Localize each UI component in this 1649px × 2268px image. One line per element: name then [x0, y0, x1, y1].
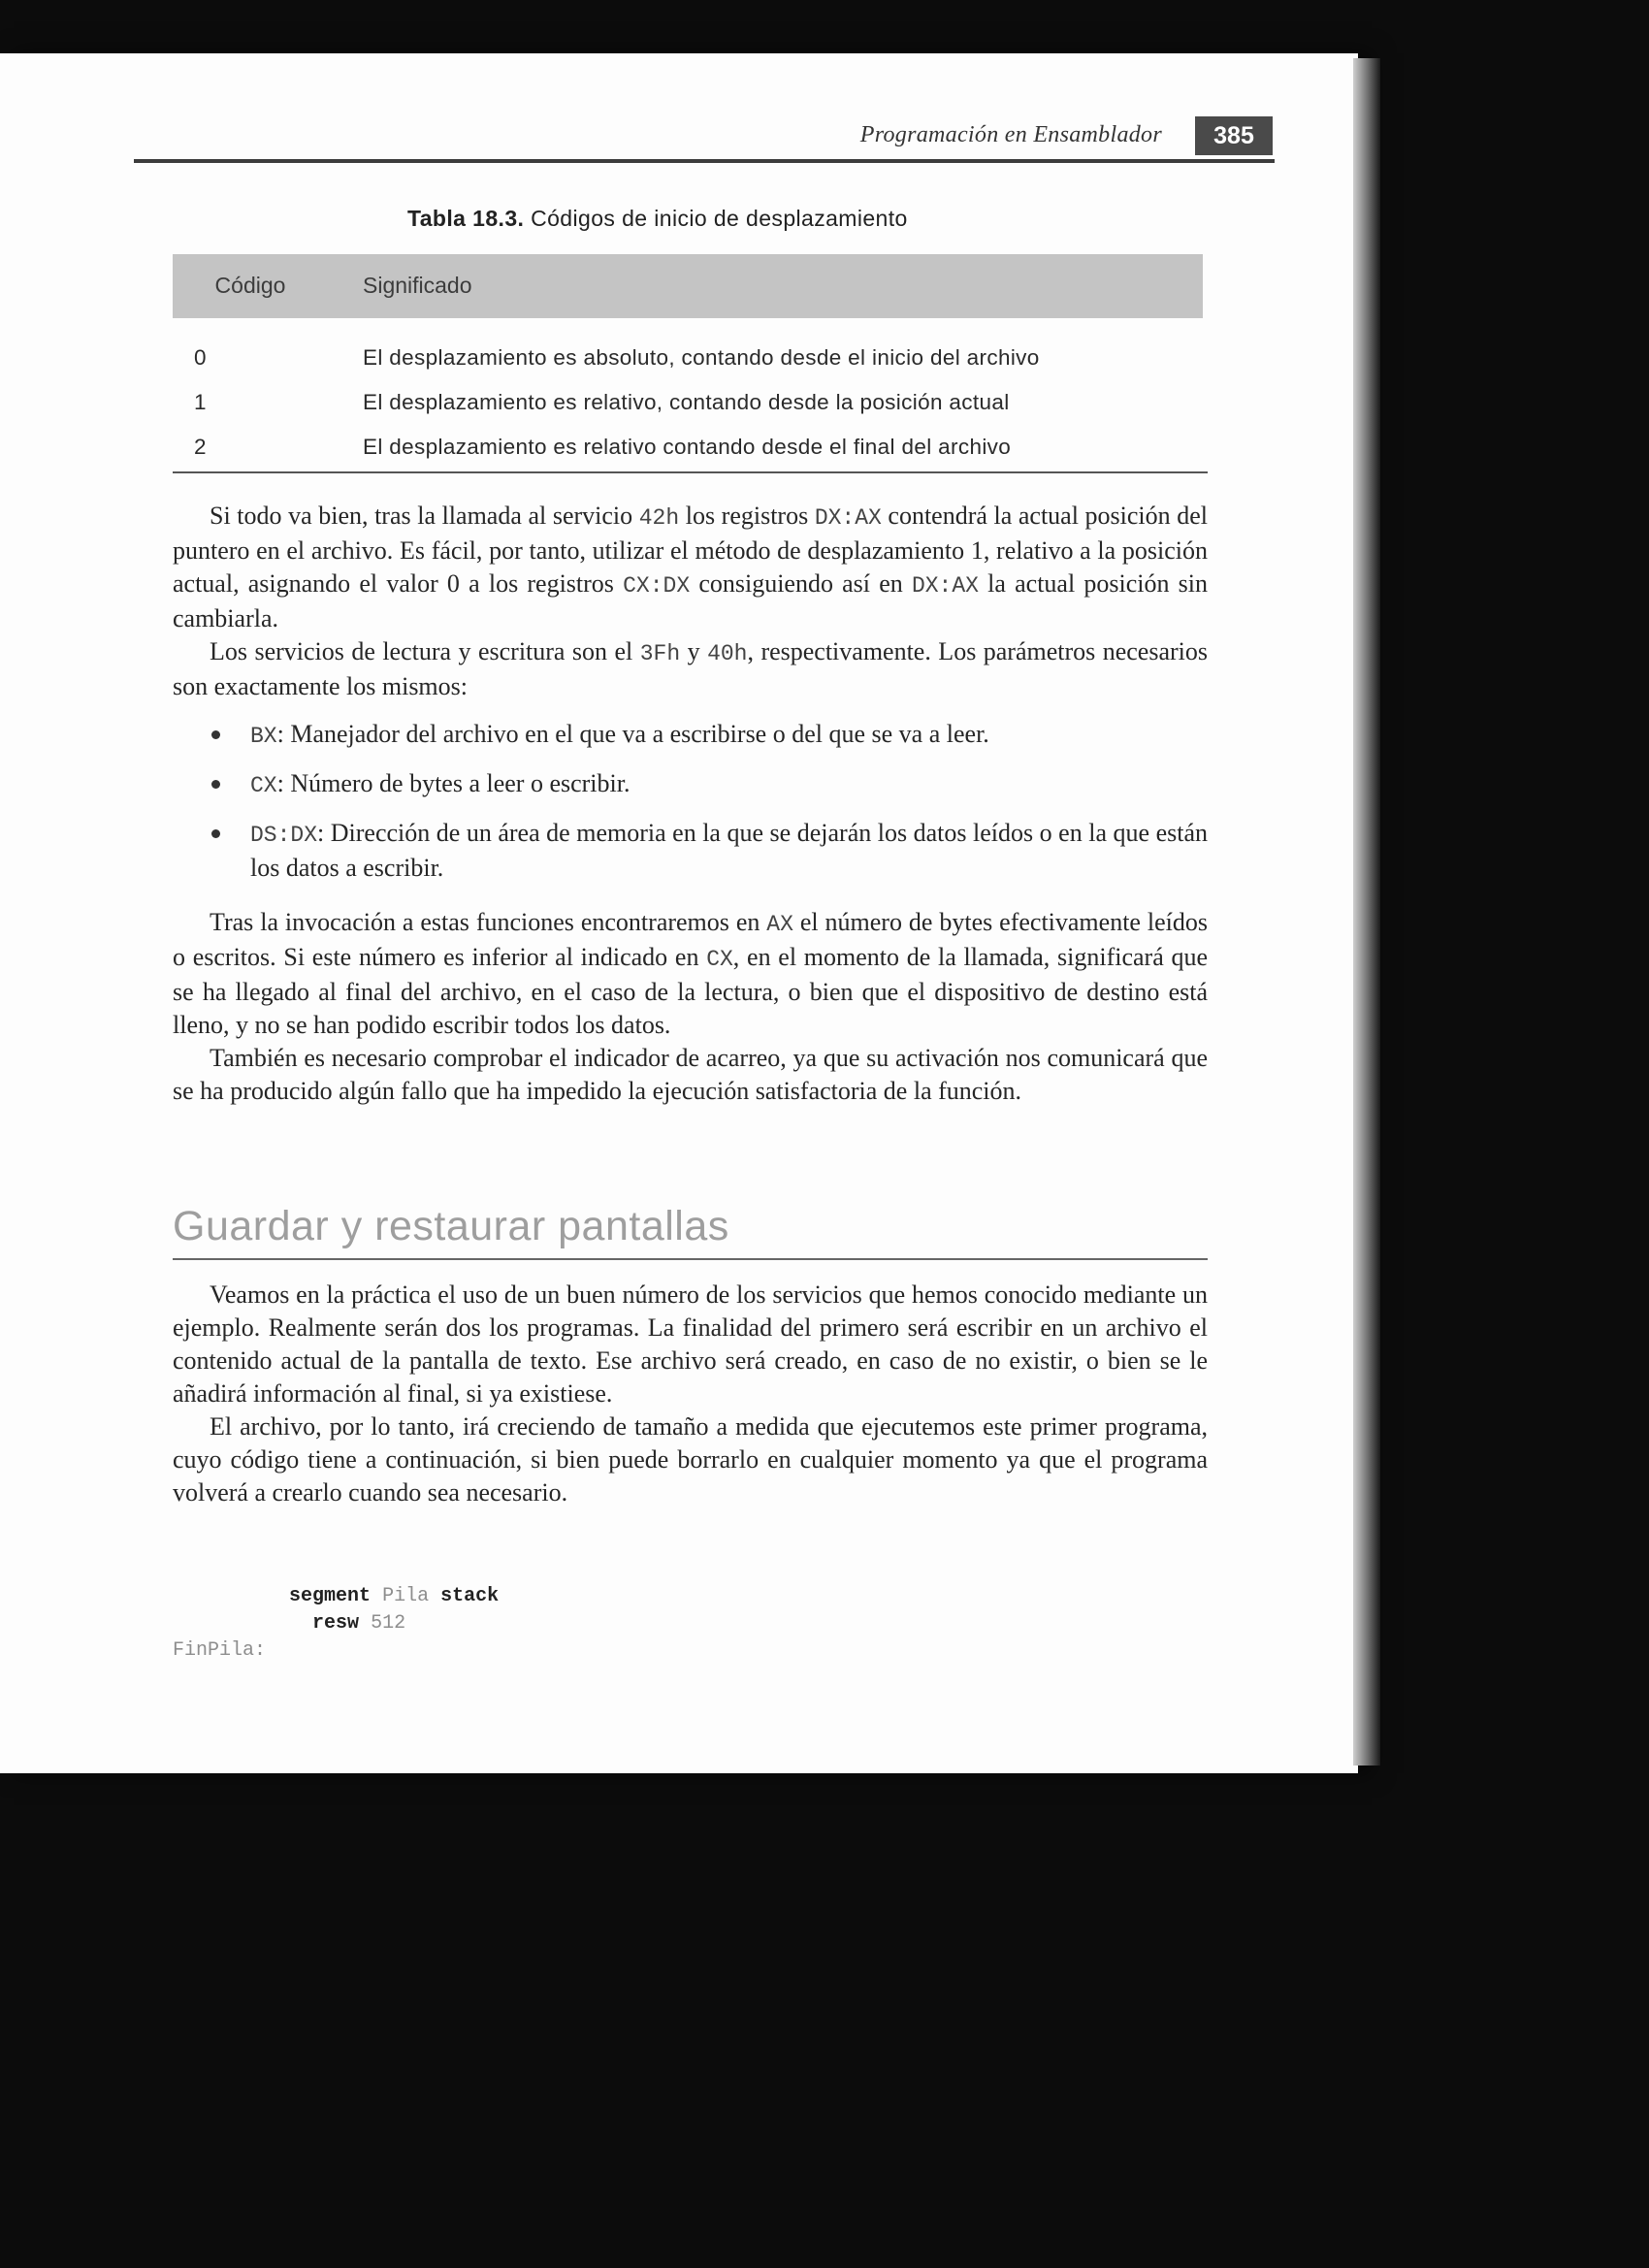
text-run: contendrá la actual posición del puntero en el archivo. Es fácil, por tanto, utilizar el método de desplazamiento 1, relativo a la posición actual, asignando el valor 0 a los registros — [173, 502, 1208, 598]
table-caption-text: Códigos de inicio de desplazamiento — [531, 206, 908, 231]
code-register-dxax: DX:AX — [814, 505, 882, 531]
register-name: DS:DX — [250, 823, 318, 848]
paragraph-position — [173, 500, 1208, 635]
row-code: 0 — [194, 345, 207, 370]
table-header — [173, 254, 1203, 318]
page-number: 385 — [1195, 116, 1273, 155]
column-header-meaning: Significado — [363, 273, 472, 298]
paragraph-example: Veamos en la práctica el uso de un buen número de los servicios que hemos conocido mediante un ejemplo. Realmente serán dos los programas. La finalidad del primero será escribir en un archivo el contenido actual de la pantalla de texto. Ese archivo será creado, en caso de no existir, o bien se le añadirá información al final, si ya existiese. — [173, 1280, 1208, 1408]
list-item — [173, 817, 1208, 885]
code-service-40h: 40h — [707, 641, 748, 666]
paragraph-results — [173, 906, 1208, 1042]
text-run: Los servicios de lectura y escritura son el — [210, 637, 640, 665]
code-keyword: segment — [289, 1585, 372, 1607]
parameter-list — [173, 718, 1208, 899]
row-meaning: El desplazamiento es relativo contando desde el final del archivo — [363, 435, 1012, 459]
text-run: , respectivamente. Los parámetros necesarios son exactamente los mismos: — [173, 637, 1208, 700]
bullet-icon — [211, 829, 220, 838]
list-item-text: : Dirección de un área de memoria en la que se dejarán los datos leídos o en la que están los datos a escribir. — [250, 819, 1208, 882]
table-caption — [407, 206, 1086, 232]
section-rule — [173, 1258, 1208, 1260]
table-body — [173, 318, 1203, 471]
text-run: , en el momento de la llamada, significará que se ha llegado al final del archivo, en el caso de la lectura, o bien que el dispositivo de destino está lleno, y no se han podido escribir todos los datos. — [173, 943, 1208, 1039]
register-name: BX — [250, 724, 277, 749]
row-meaning: El desplazamiento es relativo, contando desde la posición actual — [363, 390, 1010, 414]
code-register-cx: CX — [706, 947, 733, 972]
column-header-code: Código — [214, 273, 286, 298]
paragraph-carry-flag: También es necesario comprobar el indicador de acarreo, ya que su activación nos comunicará que se ha producido algún fallo que ha impedido la ejecución satisfactoria de la función. — [173, 1044, 1208, 1105]
list-item — [173, 718, 1208, 753]
register-name: CX — [250, 773, 277, 798]
body-text-block-1 — [173, 500, 1208, 703]
paragraph-services — [173, 635, 1208, 703]
code-register-dxax: DX:AX — [911, 573, 979, 599]
table-row — [173, 338, 1203, 382]
code-keyword: resw — [312, 1612, 360, 1635]
text-run: y — [680, 637, 708, 665]
code-line — [173, 1637, 658, 1665]
body-text-block-3 — [173, 1279, 1208, 1509]
code-listing — [173, 1583, 658, 1665]
row-code: 1 — [194, 390, 207, 414]
section-heading: Guardar y restaurar pantallas — [173, 1203, 729, 1249]
code-number: 512 — [371, 1612, 406, 1635]
text-run: los registros — [679, 502, 815, 530]
code-label: FinPila: — [173, 1639, 267, 1662]
table-row — [173, 382, 1203, 427]
text-run: el número de bytes efectivamente leídos o escritos. Si este número es inferior al indicado en — [173, 908, 1208, 971]
code-line — [173, 1610, 658, 1637]
header-rule — [134, 159, 1275, 163]
text-run: la actual posición sin cambiarla. — [173, 569, 1208, 632]
text-run: consiguiendo así en — [690, 569, 912, 598]
list-item — [173, 767, 1208, 802]
table-caption-label: Tabla 18.3. — [407, 206, 525, 231]
row-code: 2 — [194, 435, 207, 459]
code-register-cxdx: CX:DX — [623, 573, 691, 599]
bullet-icon — [211, 780, 220, 789]
code-service-3fh: 3Fh — [639, 641, 681, 666]
page-edge — [1353, 58, 1380, 1766]
text-run: Tras la invocación a estas funciones encontraremos en — [210, 908, 767, 936]
code-keyword: stack — [440, 1585, 500, 1607]
list-item-text: : Número de bytes a leer o escribir. — [276, 769, 630, 797]
code-line — [173, 1583, 658, 1610]
table-row — [173, 427, 1203, 471]
code-identifier: Pila — [382, 1585, 430, 1607]
list-item-text: : Manejador del archivo en el que va a escribirse o del que se va a leer. — [276, 720, 989, 748]
table-bottom-rule — [173, 471, 1208, 473]
row-meaning: El desplazamiento es absoluto, contando desde el inicio del archivo — [363, 345, 1040, 370]
text-run: Si todo va bien, tras la llamada al servicio — [210, 502, 639, 530]
paragraph-file-growth: El archivo, por lo tanto, irá creciendo de tamaño a medida que ejecutemos este primer programa, cuyo código tiene a continuación, si bien puede borrarlo en cualquier momento ya que el programa volverá a crearlo cuando sea necesario. — [173, 1412, 1208, 1507]
running-title: Programación en Ensamblador — [859, 122, 1162, 147]
code-service-42h: 42h — [638, 505, 680, 531]
code-register-ax: AX — [766, 912, 793, 937]
body-text-block-2 — [173, 906, 1208, 1108]
codes-table — [173, 254, 1203, 471]
bullet-icon — [211, 730, 220, 739]
